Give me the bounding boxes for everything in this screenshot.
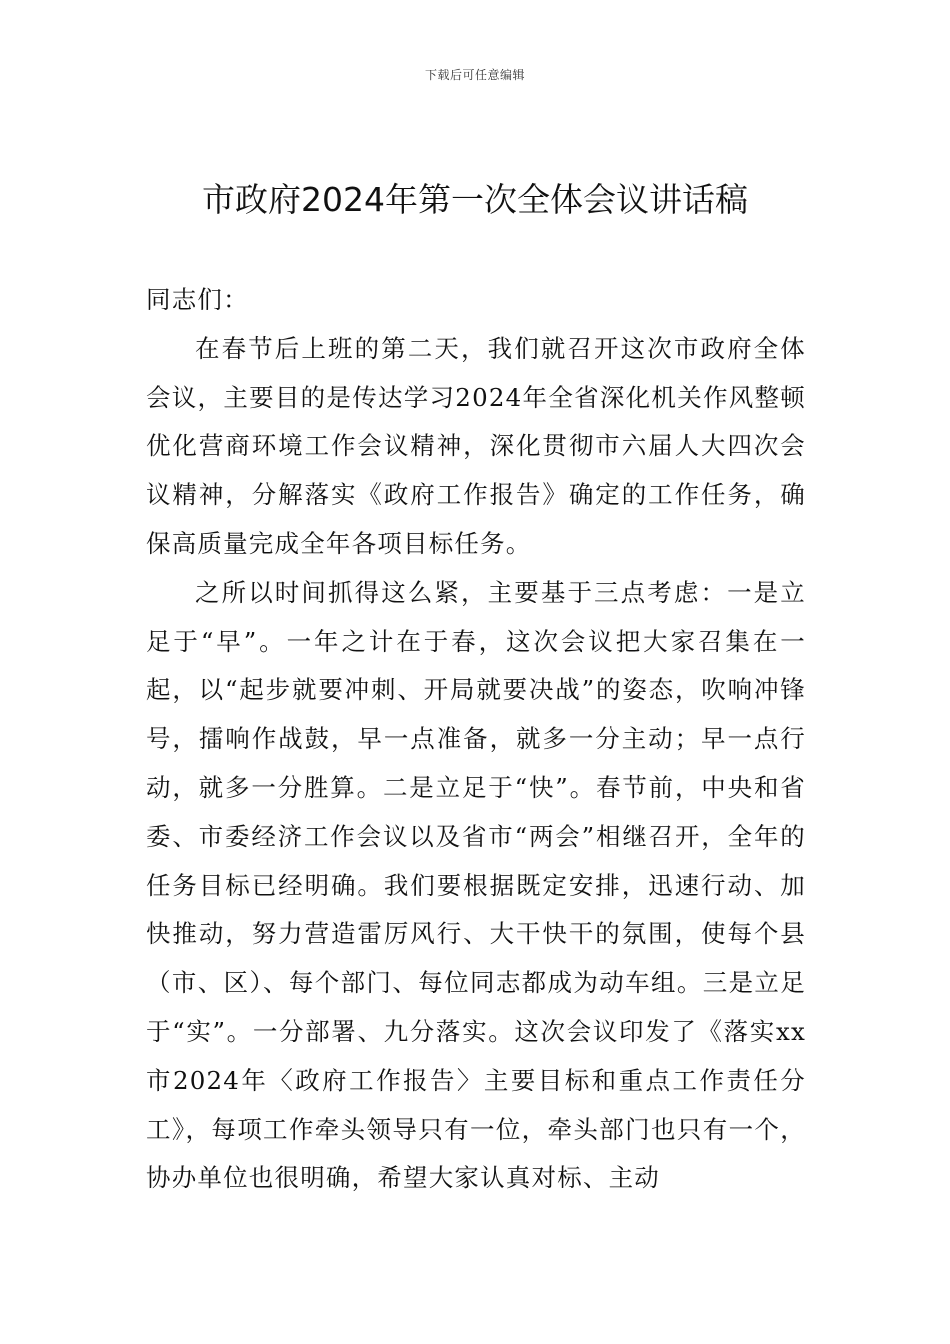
body-paragraph-2: 之所以时间抓得这么紧，主要基于三点考虑：一是立足于“早”。一年之计在于春，这次会议把大家召集在一起，以“起步就要冲刺、开局就要决战”的姿态，吹响冲锋号，擂响作战鼓，早一点准备，就多一分主动；早一点行动，就多一分胜算。二是立足于“快”。春节前，中央和省委、市委经济工作会议以及省市“两会”相继召开，全年的任务目标已经明确。我们要根据既定安排，迅速行动、加快推动，努力营造雷厉风行、大干快干的氛围，使每个县（市、区）、每个部门、每位同志都成为动车组。三是立足于“实”。一分部署、九分落实。这次会议印发了《落实xx市2024年〈政府工作报告〉主要目标和重点工作责任分工》，每项工作牵头领导只有一位，牵头部门也只有一个，协办单位也很明确，希望大家认真对标、主动 [146, 577, 806, 1193]
page-header-note: 下载后可任意编辑 [424, 68, 525, 82]
body-paragraph-1: 在春节后上班的第二天，我们就召开这次市政府全体会议，主要目的是传达学习2024年全省深化机关作风整顿优化营商环境工作会议精神，深化贯彻市六届人大四次会议精神，分解落实《政府工作报告》确定的工作任务，确保高质量完成全年各项目标任务。 [146, 333, 806, 558]
document-body [146, 276, 806, 1203]
document-title: 市政府2024年第一次全体会议讲话稿 [202, 180, 748, 219]
salutation: 同志们： [146, 285, 249, 314]
